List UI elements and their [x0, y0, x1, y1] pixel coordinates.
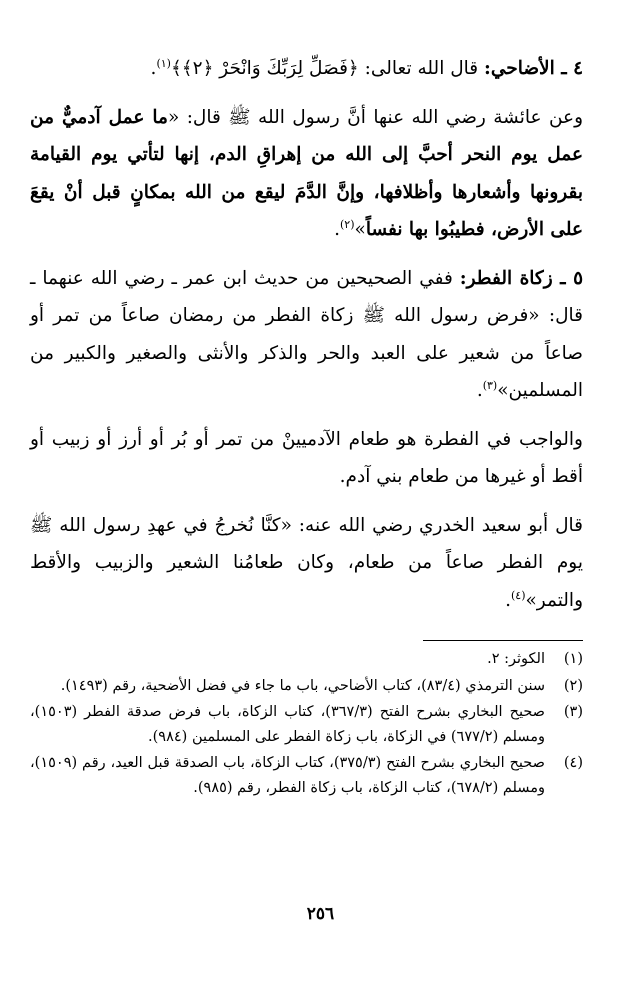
- paragraph-obligation: [30, 421, 583, 496]
- paragraph-end: .: [334, 219, 340, 240]
- footnote-number: (٤): [563, 755, 583, 771]
- footnote-item: [30, 751, 583, 800]
- page-number: ٢٥٦: [306, 904, 335, 924]
- hadith-intro: وعن عائشة رضي الله عنها أنَّ رسول الله ﷺ قال: «: [167, 106, 583, 128]
- paragraph-abu-saeed-hadith: [30, 507, 583, 620]
- section-heading-udhiya: ٤ ـ الأضاحي:: [484, 58, 583, 79]
- footnote-item: [30, 700, 583, 749]
- footnote-item: [30, 674, 583, 699]
- footnote-item: [30, 647, 583, 672]
- footnote-text: صحيح البخاري بشرح الفتح (٣٧٥/٣)، كتاب الزكاة، باب الصدقة قبل العيد، رقم (١٥٠٩)، ومسلم (٦٧٨/٢)، كتاب الزكاة، باب زكاة الفطر، رقم (٩٨٥).: [30, 755, 545, 796]
- paragraph-end: .: [476, 380, 483, 401]
- footnote-text: الكوثر: ٢.: [487, 651, 545, 667]
- main-text: [30, 50, 583, 619]
- paragraph-text: ففي الصحيحين من حديث ابن عمر ـ رضي الله عنهما ـ قال: «فرض رسول الله ﷺ زكاة الفطر من رمضان صاعاً من تمر أو صاعاً من شعير على العبد والحر والذكر والأنثى والصغير والكبير من المسلمين»: [30, 267, 583, 401]
- hadith-quote: ما عمل آدميٌّ من عمل يوم النحر أحبَّ إلى الله من إهراقِ الدم، إنها لتأتي يوم القيامة بقرونها وأشعارها وأظلافها، وإنَّ الدَّمَ ليقع من الله بمكانٍ قبل أنْ يقعَ على الأرض، فطيبُوا بها نفساً: [30, 106, 583, 240]
- footnote-number: (٣): [563, 704, 583, 720]
- footnote-number: (١): [563, 651, 583, 667]
- footnote-ref: (٣): [482, 378, 498, 392]
- paragraph-end: .: [150, 58, 157, 79]
- footnote-divider: [423, 640, 583, 641]
- paragraph-udhiya: [30, 50, 583, 88]
- quote-close: »: [354, 219, 366, 240]
- paragraph-text: قال أبو سعيد الخدري رضي الله عنه: «كنَّا نُخرجُ في عهدِ رسول الله ﷺ يوم الفطر صاعاً من طعام، وكان طعامُنا الشعير والزبيب والأقط والتمر»: [30, 514, 583, 611]
- paragraph-text: قال الله تعالى: ﴿فَصَلِّ لِرَبِّكَ وَانْحَرْ ﴿٢﴾﴾: [170, 58, 485, 79]
- footnote-text: صحيح البخاري بشرح الفتح (٣٦٧/٣)، كتاب الزكاة، باب فرض صدقة الفطر (١٥٠٣)، ومسلم (٦٧٧/٢) في الزكاة، باب زكاة الفطر على المسلمين (٩٨٤).: [30, 704, 545, 745]
- footnote-number: (٢): [563, 677, 583, 694]
- footnote-ref: (٢): [340, 217, 355, 231]
- paragraph-end: .: [505, 589, 511, 611]
- footnote-ref: (٤): [510, 588, 526, 602]
- footnotes: [30, 647, 583, 802]
- paragraph-text: والواجب في الفطرة هو طعام الآدميينْ من تمر أو بُر أو أرز أو زبيب أو أقط أو غيرها من طعام بني آدم.: [30, 428, 583, 487]
- section-heading-zakat-fitr: ٥ ـ زكاة الفطر:: [459, 267, 583, 289]
- paragraph-zakat-fitr: [30, 260, 583, 410]
- footnote-text: سنن الترمذي (٨٣/٤)، كتاب الأضاحي، باب ما جاء في فضل الأضحية، رقم (١٤٩٣).: [60, 677, 545, 694]
- footnote-ref: (١): [156, 56, 171, 70]
- paragraph-aisha-hadith: [30, 99, 583, 249]
